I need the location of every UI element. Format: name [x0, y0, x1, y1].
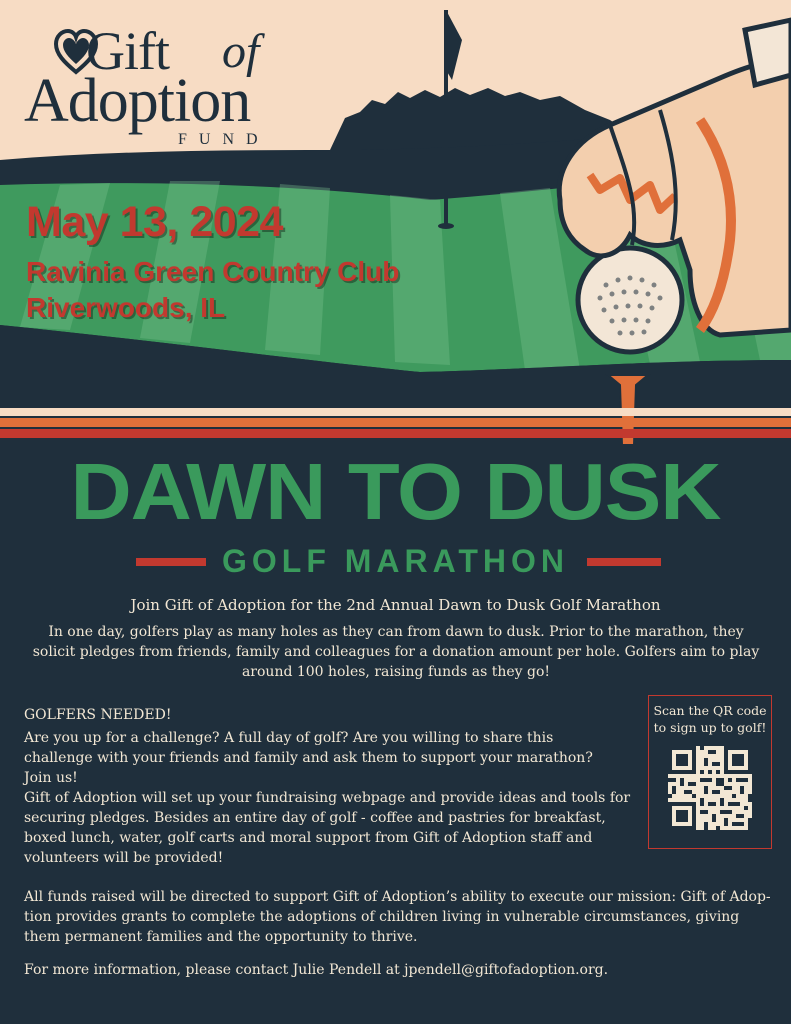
decorative-stripes — [0, 408, 791, 445]
event-date: May 13, 2024 — [26, 198, 283, 246]
logo-of-text: of — [222, 25, 260, 78]
qr-caption: Scan the QR code to sign up to golf! — [653, 703, 767, 735]
event-venue: Ravinia Green Country Club — [26, 256, 400, 287]
logo-gift-text: Gift — [86, 21, 169, 81]
contact-paragraph: For more information, please contact Julie Pendell at jpendell@giftofadoption.org. — [24, 962, 609, 978]
headline-subtitle: GOLF MARATHON — [221, 543, 570, 579]
headline-title: DAWN TO DUSK — [70, 447, 721, 536]
challenge-paragraph: Are you up for a challenge? A full day of golf? Are you willing to share this challenge with your friends and family and ask them to support your marathon? Join us! — [24, 730, 593, 786]
qr-code-icon[interactable] — [668, 746, 752, 830]
support-paragraph: Gift of Adoption will set up your fundraising webpage and provide ideas and tools for securing pledges. Besides an entire day of golf - coffee and pastries for breakfast, boxed lunch, water, golf carts and moral support from Gift of Adoption staff and volunteers will be provided! — [24, 790, 631, 866]
golfers-needed-heading: GOLFERS NEEDED! — [24, 707, 172, 723]
intro-title: Join Gift of Adoption for the 2nd Annual Dawn to Dusk Golf Marathon — [130, 596, 661, 614]
mission-paragraph: All funds raised will be directed to support Gift of Adoption’s ability to execute our mission: Gift of Adop-tion provides grants to complete the adoptions of children living in vulnerable circumstances, giving them permanent families and the opportunity to thrive. — [24, 889, 771, 945]
hero-illustration — [0, 0, 791, 445]
qr-signup-box[interactable] — [648, 695, 772, 849]
intro-text: In one day, golfers play as many holes as they can from dawn to dusk. Prior to the marathon, they solicit pledges from friends, family and colleagues for a donation amount per hole. Golfers aim to play around 100 holes, raising funds as they go! — [32, 624, 760, 680]
right-divider-bar — [587, 558, 661, 566]
logo-fund-text: FUND — [178, 131, 270, 148]
event-city: Riverwoods, IL — [26, 292, 226, 323]
logo-adoption-text: Adoption — [24, 67, 251, 135]
gift-of-adoption-logo — [22, 22, 312, 152]
headline-subtitle-row — [0, 543, 791, 579]
